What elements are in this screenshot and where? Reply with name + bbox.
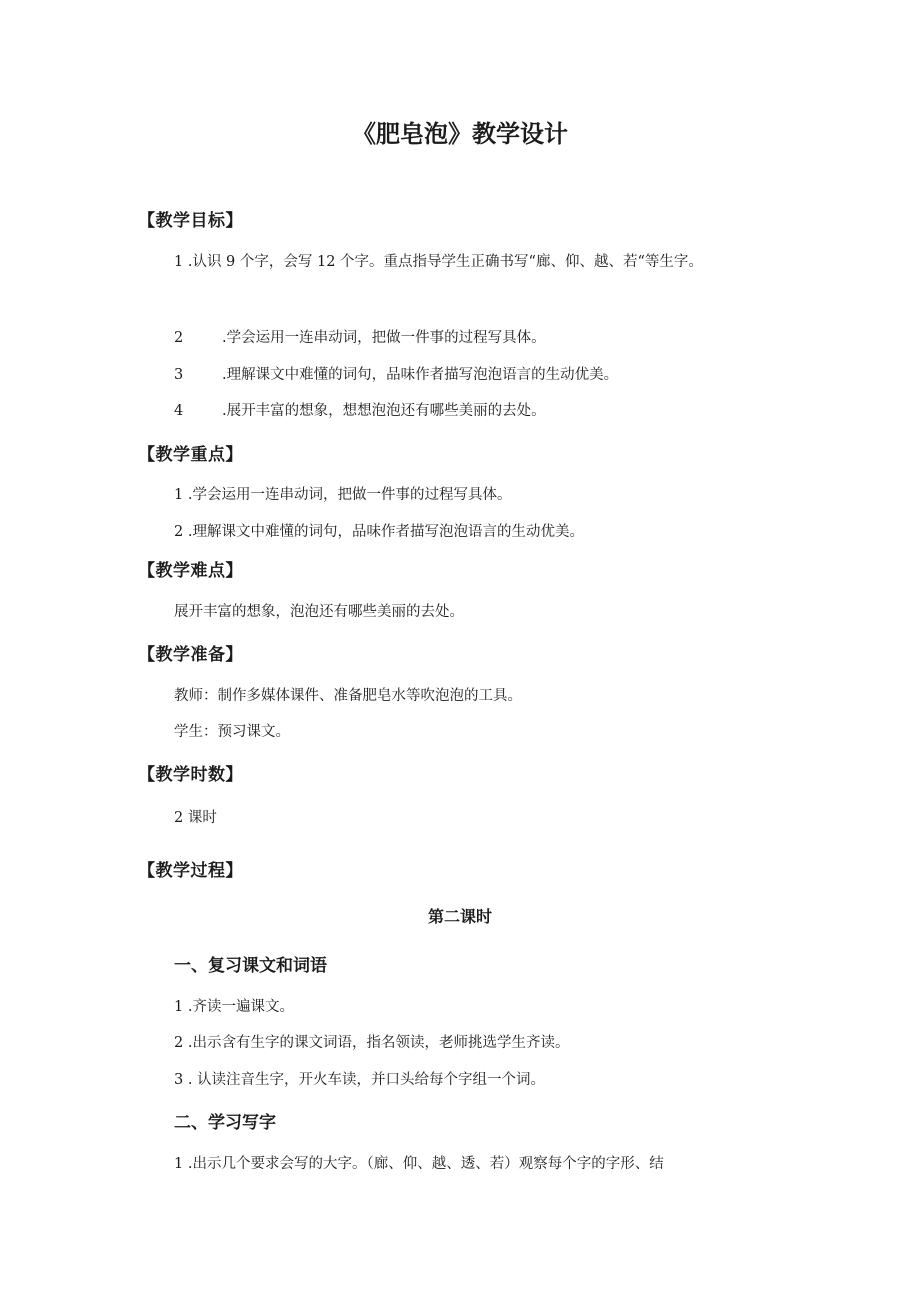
key-point-item-1: 1 .学会运用一连串动词，把做一件事的过程写具体。 bbox=[174, 487, 512, 503]
document-title: 《肥皂泡》教学设计 bbox=[352, 120, 568, 148]
part1-item-2: 2 .出示含有生字的课文词语，指名领读，老师挑选学生齐读。 bbox=[174, 1035, 570, 1051]
lesson-heading: 第二课时 bbox=[427, 907, 492, 926]
part2-item-1: 1 .出示几个要求会写的大字。（廊、仰、越、透、若）观察每个字的字形、结 bbox=[174, 1156, 664, 1172]
hours-text: 2 课时 bbox=[174, 810, 217, 826]
preparation-teacher: 教师：制作多媒体课件、准备肥皂水等吹泡泡的工具。 bbox=[174, 688, 522, 704]
section-heading-difficulties: 【教学难点】 bbox=[138, 561, 243, 581]
goal-item-3-text: .理解课文中难懂的词句，品味作者描写泡泡语言的生动优美。 bbox=[222, 367, 619, 383]
goal-item-1: 1 .认识 9 个字，会写 12 个字。重点指导学生正确书写“廊、仰、越、若“等生字。 bbox=[174, 254, 703, 270]
key-point-item-2: 2 .理解课文中难懂的词句，品味作者描写泡泡语言的生动优美。 bbox=[174, 524, 584, 540]
section-heading-preparation: 【教学准备】 bbox=[138, 645, 243, 665]
goal-item-2 bbox=[174, 326, 546, 347]
part1-item-1: 1 .齐读一遍课文。 bbox=[174, 999, 294, 1015]
goal-item-4-number: 4 bbox=[174, 403, 184, 419]
goal-item-4 bbox=[174, 399, 546, 420]
part2-heading: 二、学习写字 bbox=[174, 1113, 276, 1133]
goal-item-2-number: 2 bbox=[174, 330, 184, 346]
part1-heading: 一、复习课文和词语 bbox=[174, 956, 327, 976]
goal-item-3 bbox=[174, 363, 618, 384]
preparation-student: 学生：预习课文。 bbox=[174, 724, 290, 740]
part1-item-3: 3 . 认读注音生字，开火车读，并口头给每个字组一个词。 bbox=[174, 1072, 546, 1088]
section-heading-key-points: 【教学重点】 bbox=[138, 445, 243, 465]
section-heading-goals: 【教学目标】 bbox=[138, 211, 243, 231]
goal-item-4-text: .展开丰富的想象，想想泡泡还有哪些美丽的去处。 bbox=[222, 403, 546, 419]
goal-item-2-text: .学会运用一连串动词，把做一件事的过程写具体。 bbox=[222, 330, 546, 346]
section-heading-process: 【教学过程】 bbox=[138, 861, 243, 881]
section-heading-hours: 【教学时数】 bbox=[138, 765, 243, 785]
goal-item-3-number: 3 bbox=[174, 367, 184, 383]
difficulty-text: 展开丰富的想象，泡泡还有哪些美丽的去处。 bbox=[174, 604, 464, 620]
